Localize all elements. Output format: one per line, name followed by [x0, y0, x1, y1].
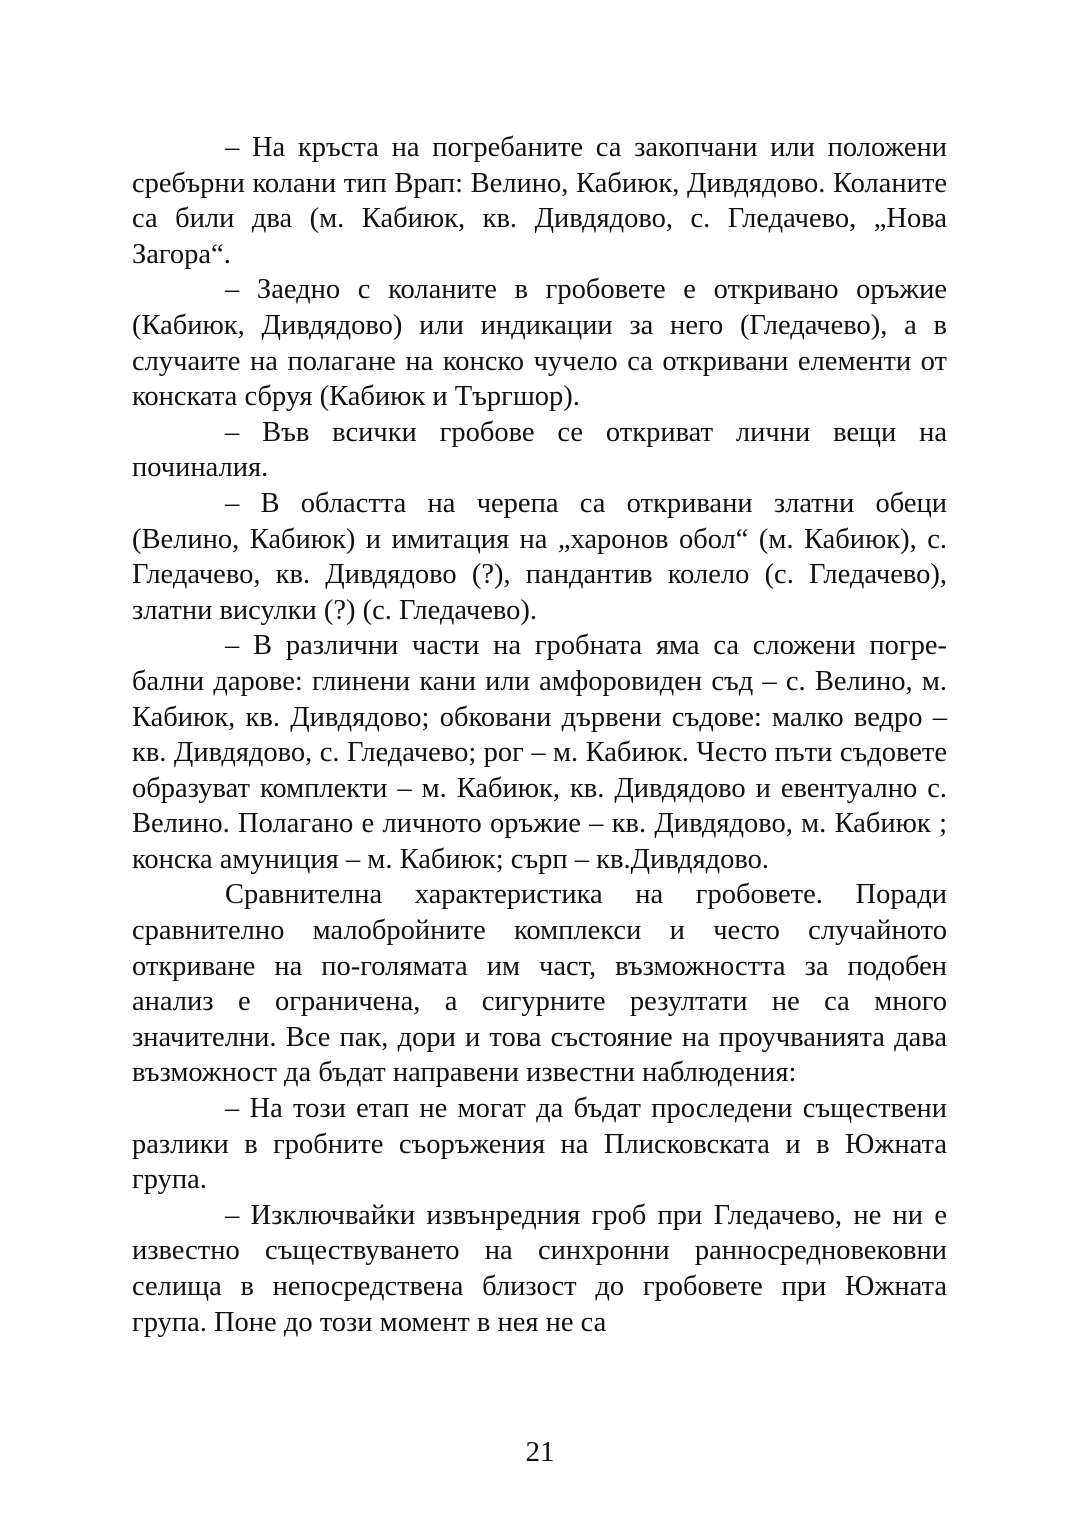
paragraph-weapons: – Заедно с коланите в гробовете е откривано оръжие (Кабиюк, Дивдядово) или индикации за него (Гледачево), а в случаите на полагане на конско чучело са откривани елементи от конската сбруя (Кабиюк и Търгшор). [132, 274, 947, 413]
paragraph-comparative-characteristics: Сравнителна характеристика на гробовете. Поради сравнително малобройните комплекси и често случайното откриване на по-голямата им част, възможността за подобен анализ е ограничена, а сигурните резултати не са много значителни. Все пак, дори и това състояние на проучванията дава възможност да бъдат направени известни наблюдения: [132, 879, 947, 1089]
page-number: 21 [525, 1436, 555, 1468]
paragraph-grave-structures: – На този етап не могат да бъдат проследени съществени разлики в гробните съоръжения на Плисковската и в Южната група. [132, 1093, 947, 1196]
page-body [132, 130, 947, 1340]
paragraph-settlements: – Изключвайки извънредния гроб при Гледачево, не ни е известно съществуването на синхронни ранносредновековни селища в непосредствена близост до гробовете при Южната група. Поне до този момент в нея не са [132, 1199, 947, 1338]
paragraph-personal-items: – Във всички гробове се откриват лични вещи на починалия. [132, 416, 947, 484]
paragraph-skull-finds: – В областта на черепа са откривани златни обеци (Велино, Кабиюк) и имитация на „харонов обол“ (м. Кабиюк), с. Гледачево, кв. Дивдядово (?), пандантив колело (с. Гледачево), златни висулки (?) (с. Гледачево). [132, 487, 947, 626]
paragraph-grave-goods: – В различни части на гробната яма са сложени погребални дарове: глинени кани или амфоровиден съд – с. Велино, м. Кабиюк, кв. Дивдядово; обковани дървени съдове: малко ведро – кв. Дивдядово, с. Гледачево; рог – м. Кабиюк. Често пъти съдовете образуват комплекти – м. Кабиюк, кв. Дивдядово и евентуално с. Велино. Полагано е личното оръжие – кв. Дивдядово, м. Кабиюк ; конска амуниция – м. Кабиюк; сърп – кв.Дивдядово. [132, 630, 947, 875]
paragraph-belts: – На кръста на погребаните са закопчани или положени сребърни колани тип Врап: Велино, Кабиюк, Дивдядово. Коланите са били два (м. Кабиюк, кв. Дивдядово, с. Гледачево, „Нова Загора“. [132, 132, 947, 270]
